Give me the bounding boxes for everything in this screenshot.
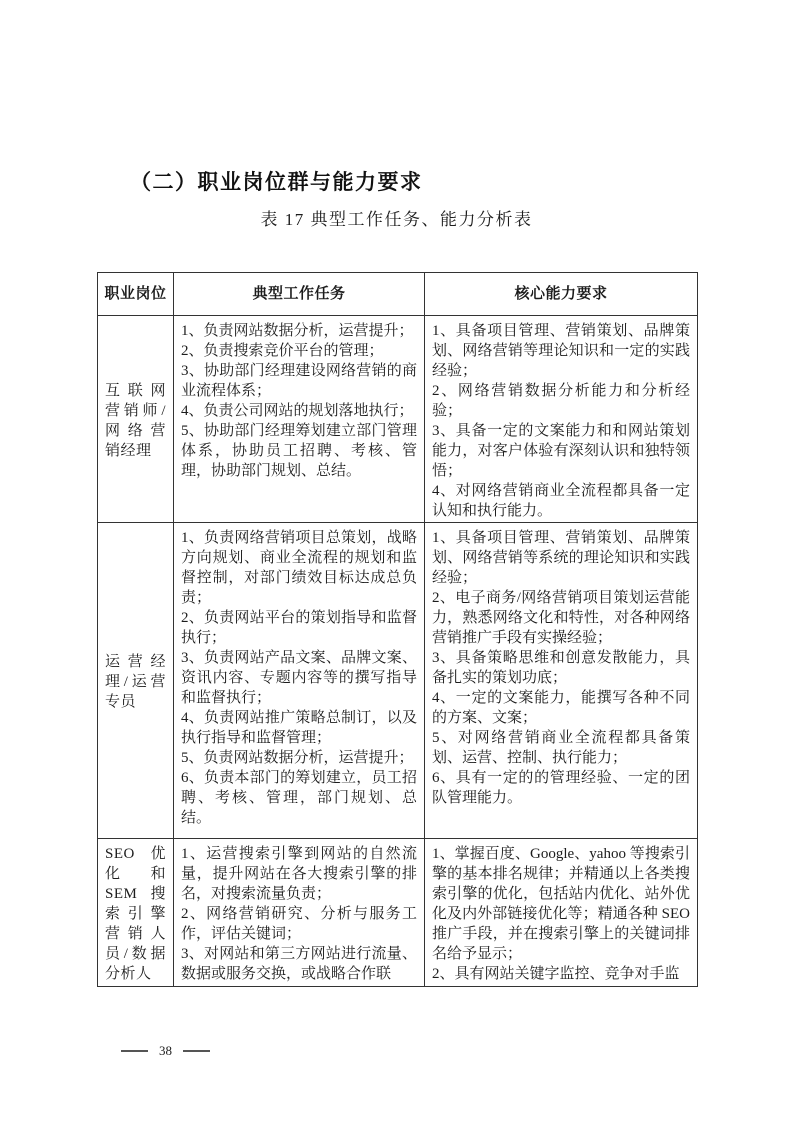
- task-item: 1、运营搜索引擎到网站的自然流量，提升网站在各大搜索引擎的排名，对搜索流量负责；: [181, 846, 417, 902]
- task-item: 3、负责网站产品文案、品牌文案、资讯内容、专题内容等的撰写指导和监督执行；: [181, 650, 417, 706]
- task-item: 5、协助部门经理筹划建立部门管理体系，协助员工招聘、考核、管理，协助部门规划、总结。: [181, 423, 417, 479]
- ability-item: 3、具备策略思维和创意发散能力，具备扎实的策划功底；: [432, 650, 690, 686]
- page-number: [121, 1043, 210, 1059]
- position-label: 运营经理/运营专员: [105, 654, 166, 710]
- header-row: [98, 273, 698, 316]
- position-label: 互联网营销师/网络营销经理: [105, 382, 166, 459]
- task-item: 1、负责网络营销项目总策划，战略方向规划、商业全流程的规划和监督控制，对部门绩效目标达成总负责；: [181, 530, 417, 606]
- task-item: 5、负责网站数据分析，运营提升；: [181, 750, 414, 766]
- task-item: 1、负责网站数据分析，运营提升；: [181, 323, 414, 339]
- abilities-cell: [425, 839, 698, 987]
- abilities-cell: [425, 316, 698, 523]
- tasks-cell: [174, 523, 425, 839]
- section-heading: （二）职业岗位群与能力要求: [130, 170, 423, 194]
- tasks-cell: [174, 316, 425, 523]
- position-cell: [98, 316, 174, 523]
- ability-item: 1、具备项目管理、营销策划、品牌策划、网络营销等理论知识和一定的实践经验；: [432, 323, 690, 379]
- position-label: SEO 优化和 SEM 搜索引擎营销人员/数据分析人: [105, 846, 166, 982]
- task-item: 2、负责搜索竞价平台的管理；: [181, 343, 384, 359]
- abilities-cell: [425, 523, 698, 839]
- ability-item: 5、对网络营销商业全流程都具备策划、运营、控制、执行能力；: [432, 730, 690, 766]
- page-number-rule-left: [121, 1050, 148, 1052]
- table-row-operations-manager: [98, 523, 698, 839]
- page-number-value: 38: [159, 1043, 172, 1058]
- task-item: 2、网络营销研究、分析与服务工作，评估关键词；: [181, 906, 417, 942]
- ability-item: 4、对网络营销商业全流程都具备一定认知和执行能力。: [432, 483, 690, 519]
- column-header-abilities: 核心能力要求: [425, 273, 698, 316]
- ability-item: 1、掌握百度、Google、yahoo 等搜索引擎的基本排名规律；并精通以上各类搜索引擎的优化，包括站内优化、站外优化及内外部链接优化等；精通各种 SEO 推广手段，并在搜索引擎上的关键词排名给予显示；: [432, 846, 690, 962]
- task-item: 3、协助部门经理建设网络营销的商业流程体系；: [181, 363, 417, 399]
- table-row-seo-sem-specialist: [98, 839, 698, 987]
- table-row-internet-marketer: [98, 316, 698, 523]
- task-item: 4、负责公司网站的规划落地执行；: [181, 403, 414, 419]
- ability-item: 3、具备一定的文案能力和和网站策划能力，对客户体验有深刻认识和独特领悟；: [432, 423, 690, 479]
- column-header-position: 职业岗位: [98, 273, 174, 316]
- page-number-rule-right: [183, 1050, 210, 1052]
- job-ability-table: [97, 272, 698, 987]
- ability-item: 4、一定的文案能力，能撰写各种不同的方案、文案；: [432, 690, 690, 726]
- ability-item: 1、具备项目管理、营销策划、品牌策划、网络营销等系统的理论知识和实践经验；: [432, 530, 690, 586]
- table-caption: 表 17 典型工作任务、能力分析表: [260, 210, 533, 229]
- ability-item: 2、网络营销数据分析能力和分析经验；: [432, 383, 690, 419]
- ability-item: 2、电子商务/网络营销项目策划运营能力，熟悉网络文化和特性，对各种网络营销推广手段有实操经验；: [432, 590, 690, 646]
- task-item: 3、对网站和第三方网站进行流量、数据或服务交换，或战略合作联: [181, 946, 417, 982]
- task-item: 6、负责本部门的筹划建立，员工招聘、考核、管理，部门规划、总结。: [181, 770, 417, 826]
- position-cell: [98, 523, 174, 839]
- task-item: 4、负责网站推广策略总制订，以及执行指导和监督管理；: [181, 710, 417, 746]
- ability-item: 6、具有一定的的管理经验、一定的团队管理能力。: [432, 770, 690, 806]
- column-header-tasks: 典型工作任务: [174, 273, 425, 316]
- ability-item: 2、具有网站关键字监控、竞争对手监: [432, 966, 680, 982]
- position-cell: [98, 839, 174, 987]
- tasks-cell: [174, 839, 425, 987]
- task-item: 2、负责网站平台的策划指导和监督执行；: [181, 610, 417, 646]
